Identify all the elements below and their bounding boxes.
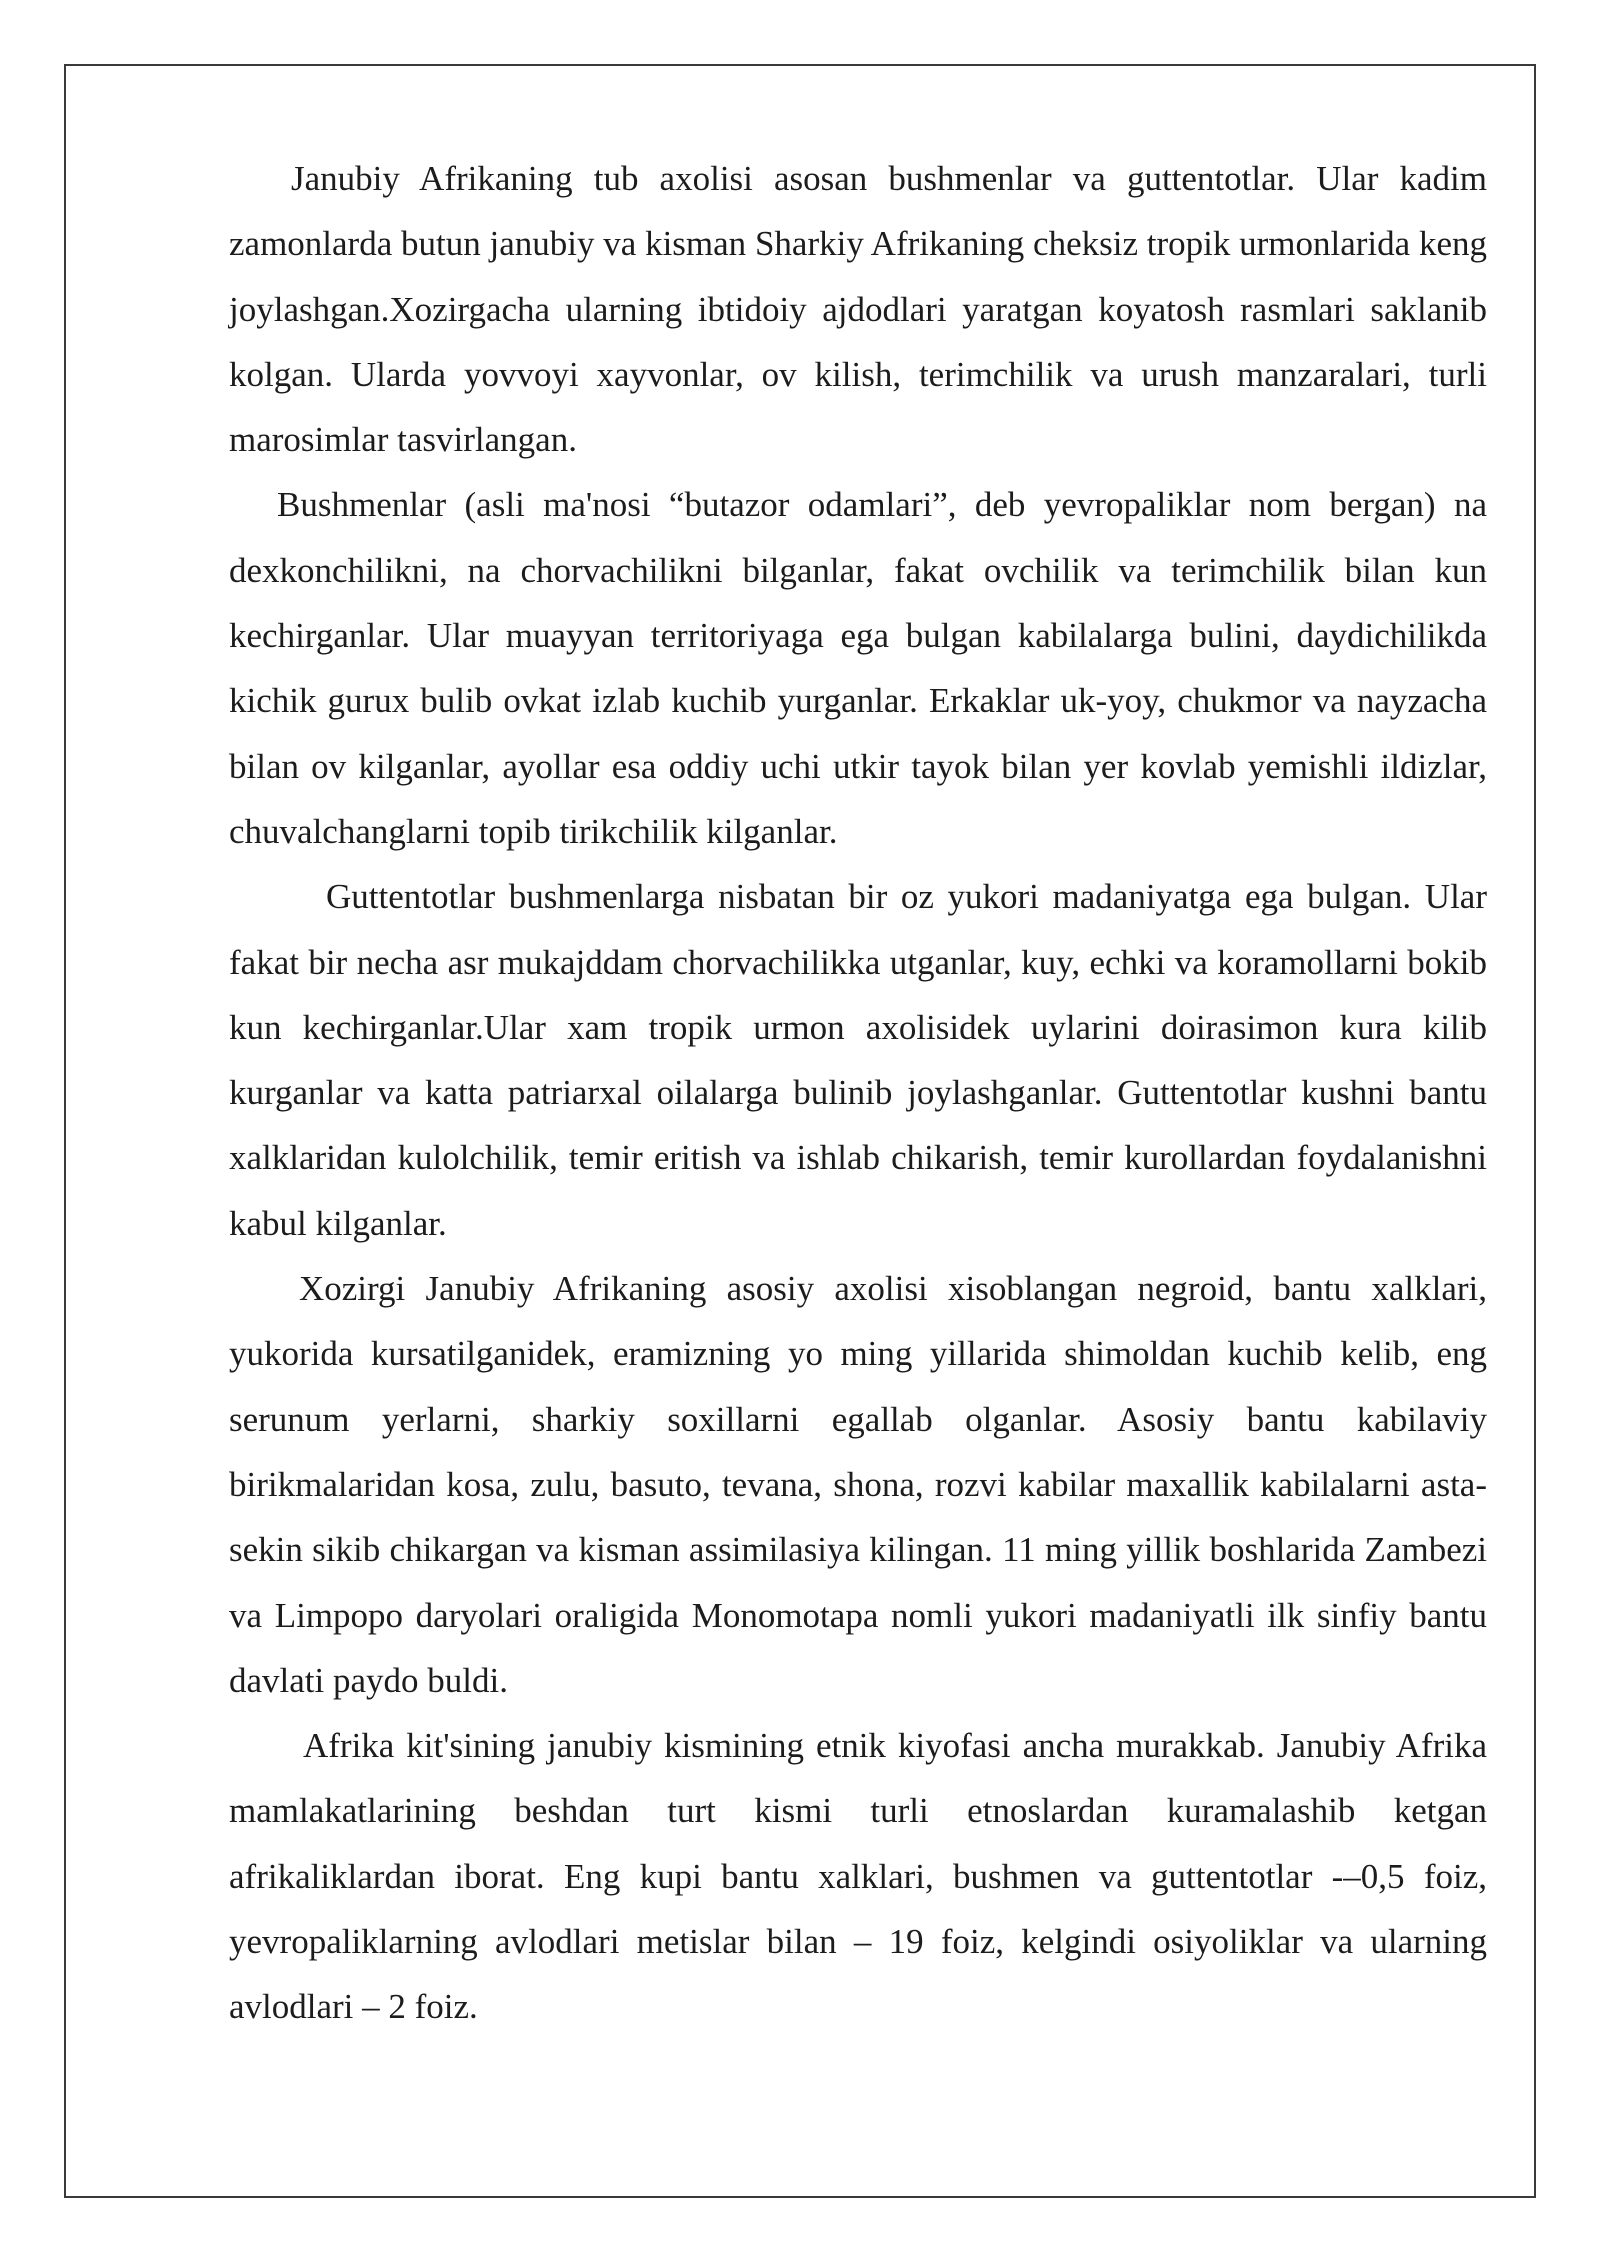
document-body: [229, 146, 1487, 2040]
paragraph-1: Janubiy Afrikaning tub axolisi asosan bushmenlar va guttentotlar. Ular kadim zamonlarda butun janubiy va kisman Sharkiy Afrikaning cheksiz tropik urmonlarida keng joylashgan.Xozirgacha ularning ibtidoiy ajdodlari yaratgan koyatosh rasmlari saklanib kolgan. Ularda yovvoyi xayvonlar, ov kilish, terimchilik va urush manzaralari, turli marosimlar tasvirlangan.: [229, 159, 1487, 460]
paragraph-3: Guttentotlar bushmenlarga nisbatan bir oz yukori madaniyatga ega bulgan. Ular fakat bir necha asr mukajddam chorvachilikka utganlar, kuy, echki va koramollarni bokib kun kechirganlar.Ular xam tropik urmon axolisidek uylarini doirasimon kura kilib kurganlar va katta patriarxal oilalarga bulinib joylashganlar. Guttentotlar kushni bantu xalklaridan kulolchilik, temir eritish va ishlab chikarish, temir kurollardan foydalanishni kabul kilganlar.: [229, 877, 1487, 1243]
paragraph-4: Xozirgi Janubiy Afrikaning asosiy axolisi xisoblangan negroid, bantu xalklari, yukorida kursatilganidek, eramizning yo ming yillarida shimoldan kuchib kelib, eng serunum yerlarni, sharkiy soxillarni egallab olganlar. Asosiy bantu kabilaviy birikmalaridan kosa, zulu, basuto, tevana, shona, rozvi kabilar maxallik kabilalarni asta-sekin sikib chikargan va kisman assimilasiya kilingan. 11 ming yillik boshlarida Zambezi va Limpopo daryolari oraligida Monomotapa nomli yukori madaniyatli ilk sinfiy bantu davlati paydo buldi.: [229, 1269, 1487, 1700]
paragraph-5: Afrika kit'sining janubiy kismining etnik kiyofasi ancha murakkab. Janubiy Afrika mamlakatlarining beshdan turt kismi turli etnoslardan kuramalashib ketgan afrikaliklardan iborat. Eng kupi bantu xalklari, bushmen va guttentotlar -–0,5 foiz, yevropaliklarning avlodlari metislar bilan – 19 foiz, kelgindi osiyoliklar va ularning avlodlari – 2 foiz.: [229, 1726, 1487, 2027]
paragraph-2: Bushmenlar (asli ma'nosi “butazor odamlari”, deb yevropaliklar nom bergan) na dexkonchilikni, na chorvachilikni bilganlar, fakat ovchilik va terimchilik bilan kun kechirganlar. Ular muayyan territoriyaga ega bulgan kabilalarga bulini, daydichilikda kichik gurux bulib ovkat izlab kuchib yurganlar. Erkaklar uk-yoy, chukmor va nayzacha bilan ov kilganlar, ayollar esa oddiy uchi utkir tayok bilan yer kovlab yemishli ildizlar, chuvalchanglarni topib tirikchilik kilganlar.: [229, 485, 1487, 851]
